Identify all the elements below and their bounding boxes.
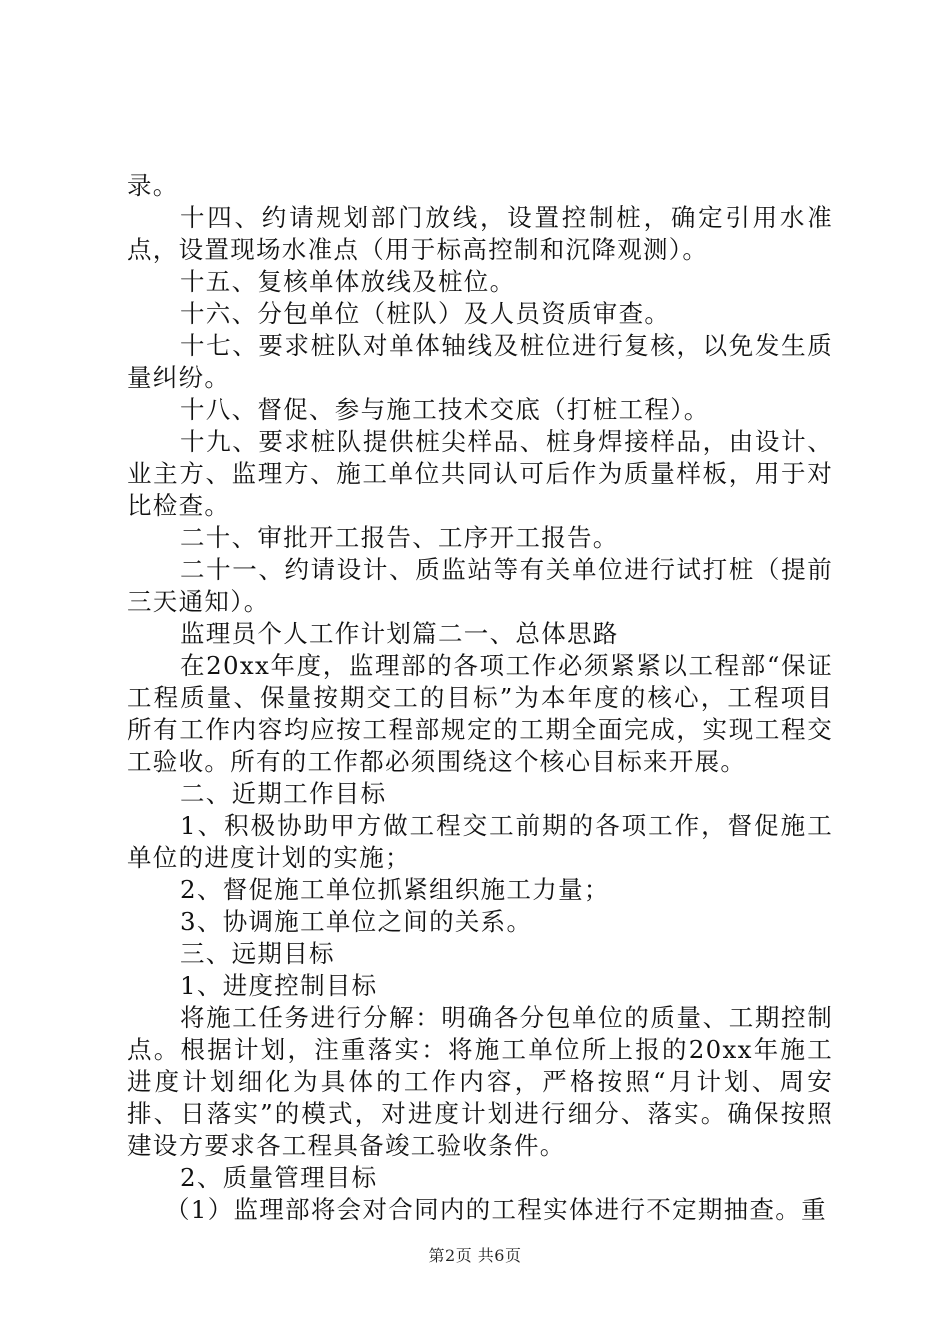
page-footer: 第2页 共6页 (428, 1246, 522, 1265)
body-paragraph: 三、远期目标 (180, 939, 335, 968)
body-paragraph: 十六、分包单位（桩队）及人员资质审查。 (180, 299, 671, 328)
body-paragraph: 2、质量管理目标 (180, 1163, 378, 1192)
body-paragraph: 录。 (127, 171, 179, 200)
body-paragraph: 3、协调施工单位之间的关系。 (180, 907, 533, 936)
body-paragraph: 二十、审批开工报告、工序开工报告。 (180, 523, 619, 552)
document-body (127, 170, 833, 1226)
body-paragraph: 二十一、约请设计、质监站等有关单位进行试打桩（提前三天通知）。 (127, 555, 833, 616)
body-paragraph: 十七、要求桩队对单体轴线及桩位进行复核，以免发生质量纠纷。 (127, 331, 833, 392)
body-paragraph: 十八、督促、参与施工技术交底（打桩工程）。 (180, 395, 710, 424)
body-paragraph: 二、近期工作目标 (180, 779, 387, 808)
body-paragraph: 十四、约请规划部门放线，设置控制桩，确定引用水准点，设置现场水准点（用于标高控制和沉降观测）。 (127, 203, 833, 264)
body-paragraph: 十五、复核单体放线及桩位。 (180, 267, 516, 296)
body-paragraph: （1）监理部将会对合同内的工程实体进行不定期抽查。重 (165, 1195, 827, 1224)
body-paragraph: 1、进度控制目标 (180, 971, 378, 1000)
body-paragraph: 1、积极协助甲方做工程交工前期的各项工作，督促施工单位的进度计划的实施； (127, 811, 833, 872)
body-paragraph: 十九、要求桩队提供桩尖样品、桩身焊接样品，由设计、业主方、监理方、施工单位共同认可后作为质量样板，用于对比检查。 (127, 427, 833, 520)
body-paragraph: 在20xx年度，监理部的各项工作必须紧紧以工程部“保证工程质量、保量按期交工的目标”为本年度的核心，工程项目所有工作内容均应按工程部规定的工期全面完成，实现工程交工验收。所有的工作都必须围绕这个核心目标来开展。 (127, 651, 833, 776)
body-paragraph: 将施工任务进行分解：明确各分包单位的质量、工期控制点。根据计划，注重落实：将施工单位所上报的20xx年施工进度计划细化为具体的工作内容，严格按照“月计划、周安排、日落实”的模式，对进度计划进行细分、落实。确保按照建设方要求各工程具备竣工验收条件。 (127, 1003, 833, 1160)
body-paragraph: 2、督促施工单位抓紧组织施工力量； (180, 875, 610, 904)
body-paragraph: 监理员个人工作计划篇二一、总体思路 (180, 619, 619, 648)
